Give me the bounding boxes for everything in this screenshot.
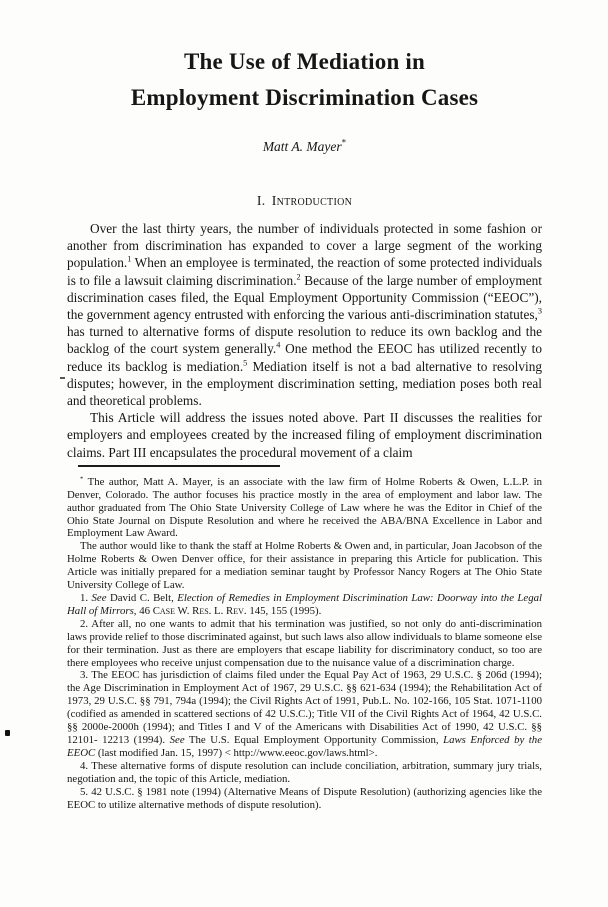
scan-artifact-dash	[60, 377, 65, 379]
footnote-star-paragraph-1: * The author, Matt A. Mayer, is an associate with the law firm of Holme Roberts & Owen, L.L.P. in Denver, Colorado. The author focuses his practice mostly in the area of employment and labor law. The author graduated from The Ohio State University College of Law where he was the Editor in Chief of the Ohio State Journal on Dispute Resolution and where he received the ABA/BNA Excellence in Labor and Employment Law Award.	[67, 475, 542, 540]
author-footnote-mark: *	[341, 137, 347, 148]
footnote-5: 5. 42 U.S.C. § 1981 note (1994) (Alternative Means of Dispute Resolution) (authorizing agencies like the EEOC to utilize alternative methods of dispute resolution).	[67, 785, 542, 811]
author-name: Matt A. Mayer	[262, 139, 342, 154]
author-byline	[67, 139, 542, 154]
footnote-separator-rule	[78, 465, 280, 467]
footnote-star-paragraph-2: The author would like to thank the staff at Holme Roberts & Owen and, in particular, Joan Jacobson of the Holme Roberts & Owen Denver office, for their assistance in preparing this Article for publication. This Article was initially prepared for a mediation seminar taught by Professor Nancy Rogers at The Ohio State University College of Law.	[67, 540, 542, 592]
footnote-4: 4. These alternative forms of dispute resolution can include conciliation, arbitration, summary jury trials, negotiation and, the topic of this Article, mediation.	[67, 759, 542, 785]
footnote-3: 3. The EEOC has jurisdiction of claims filed under the Equal Pay Act of 1963, 29 U.S.C. § 206d (1994); the Age Discrimination in Employment Act of 1967, 29 U.S.C. §§ 621-634 (1994); the Rehabilitation Act of 1973, 29 U.S.C. §§ 791, 794a (1994); the Civil Rights Act of 1991, Pub.L. No. 102-166, 105 Stat. 1071-1100 (codified as amended in scattered sections of 42 U.S.C.); Title VII of the Civil Rights Act of 1964, 42 U.S.C. §§ 2000e-2000h (1994); and Titles I and V of the Americans with Disabilities Act of 1990, 42 U.S.C. §§ 12101- 12213 (1994). See The U.S. Equal Employment Opportunity Commission, Laws Enforced by the EEOC (last modified Jan. 15, 1997) < http://www.eeoc.gov/laws.html>.	[67, 669, 542, 759]
section-numeral: I.	[256, 193, 266, 208]
text-column	[67, 0, 542, 811]
article-title-line2: Employment Discrimination Cases	[130, 85, 479, 110]
article-title	[67, 44, 542, 116]
body-paragraph-2: This Article will address the issues noted above. Part II discusses the realities for employers and employees created by the increased filing of employment discrimination claims. Part III encapsulates the procedural movement of a claim	[67, 410, 542, 460]
footnotes-section	[67, 476, 542, 812]
article-title-line1: The Use of Mediation in	[184, 49, 425, 74]
body-paragraph-1: Over the last thirty years, the number of individuals protected in some fashion or another from discrimination has expanded to cover a large segment of the working population.$^1$ When an employee is terminated, the reaction of some protected individuals is to file a lawsuit claiming discrimination.$^2$ Because of the large number of employment discrimination cases filed, the Equal Employment Opportunity Commission (“EEOC”), the government agency entrusted with enforcing the various anti-discrimination statutes,$^3$ has turned to alternative forms of dispute resolution to reduce its own backlog and the backlog of the court system generally.$^4$ One method the EEOC has utilized recently to reduce its backlog is mediation.$^5$ Mediation itself is not a bad alternative to resolving disputes; however, in the employment discrimination setting, mediation poses both real and theoretical problems.	[67, 221, 542, 409]
section-heading	[67, 193, 542, 209]
footnote-2: 2. After all, no one wants to admit that his termination was justified, so not only do anti-discrimination laws provide relief to those discriminated against, but such laws also allow individuals to blame someone else for their termination. Just as there are employers that escape liability for discriminatory conduct, so too are there employees who receive unjust compensation due to the nuisance value of a discrimination charge.	[67, 617, 542, 669]
section-title: Introduction	[271, 193, 353, 208]
scan-artifact-dot	[5, 730, 10, 736]
body-text	[67, 220, 542, 461]
footnote-1: 1. See David C. Belt, Election of Remedies in Employment Discrimination Law: Doorway into the Legal Hall of Mirrors, 46 Case W. Res. L. Rev. 145, 155 (1995).	[67, 592, 543, 617]
